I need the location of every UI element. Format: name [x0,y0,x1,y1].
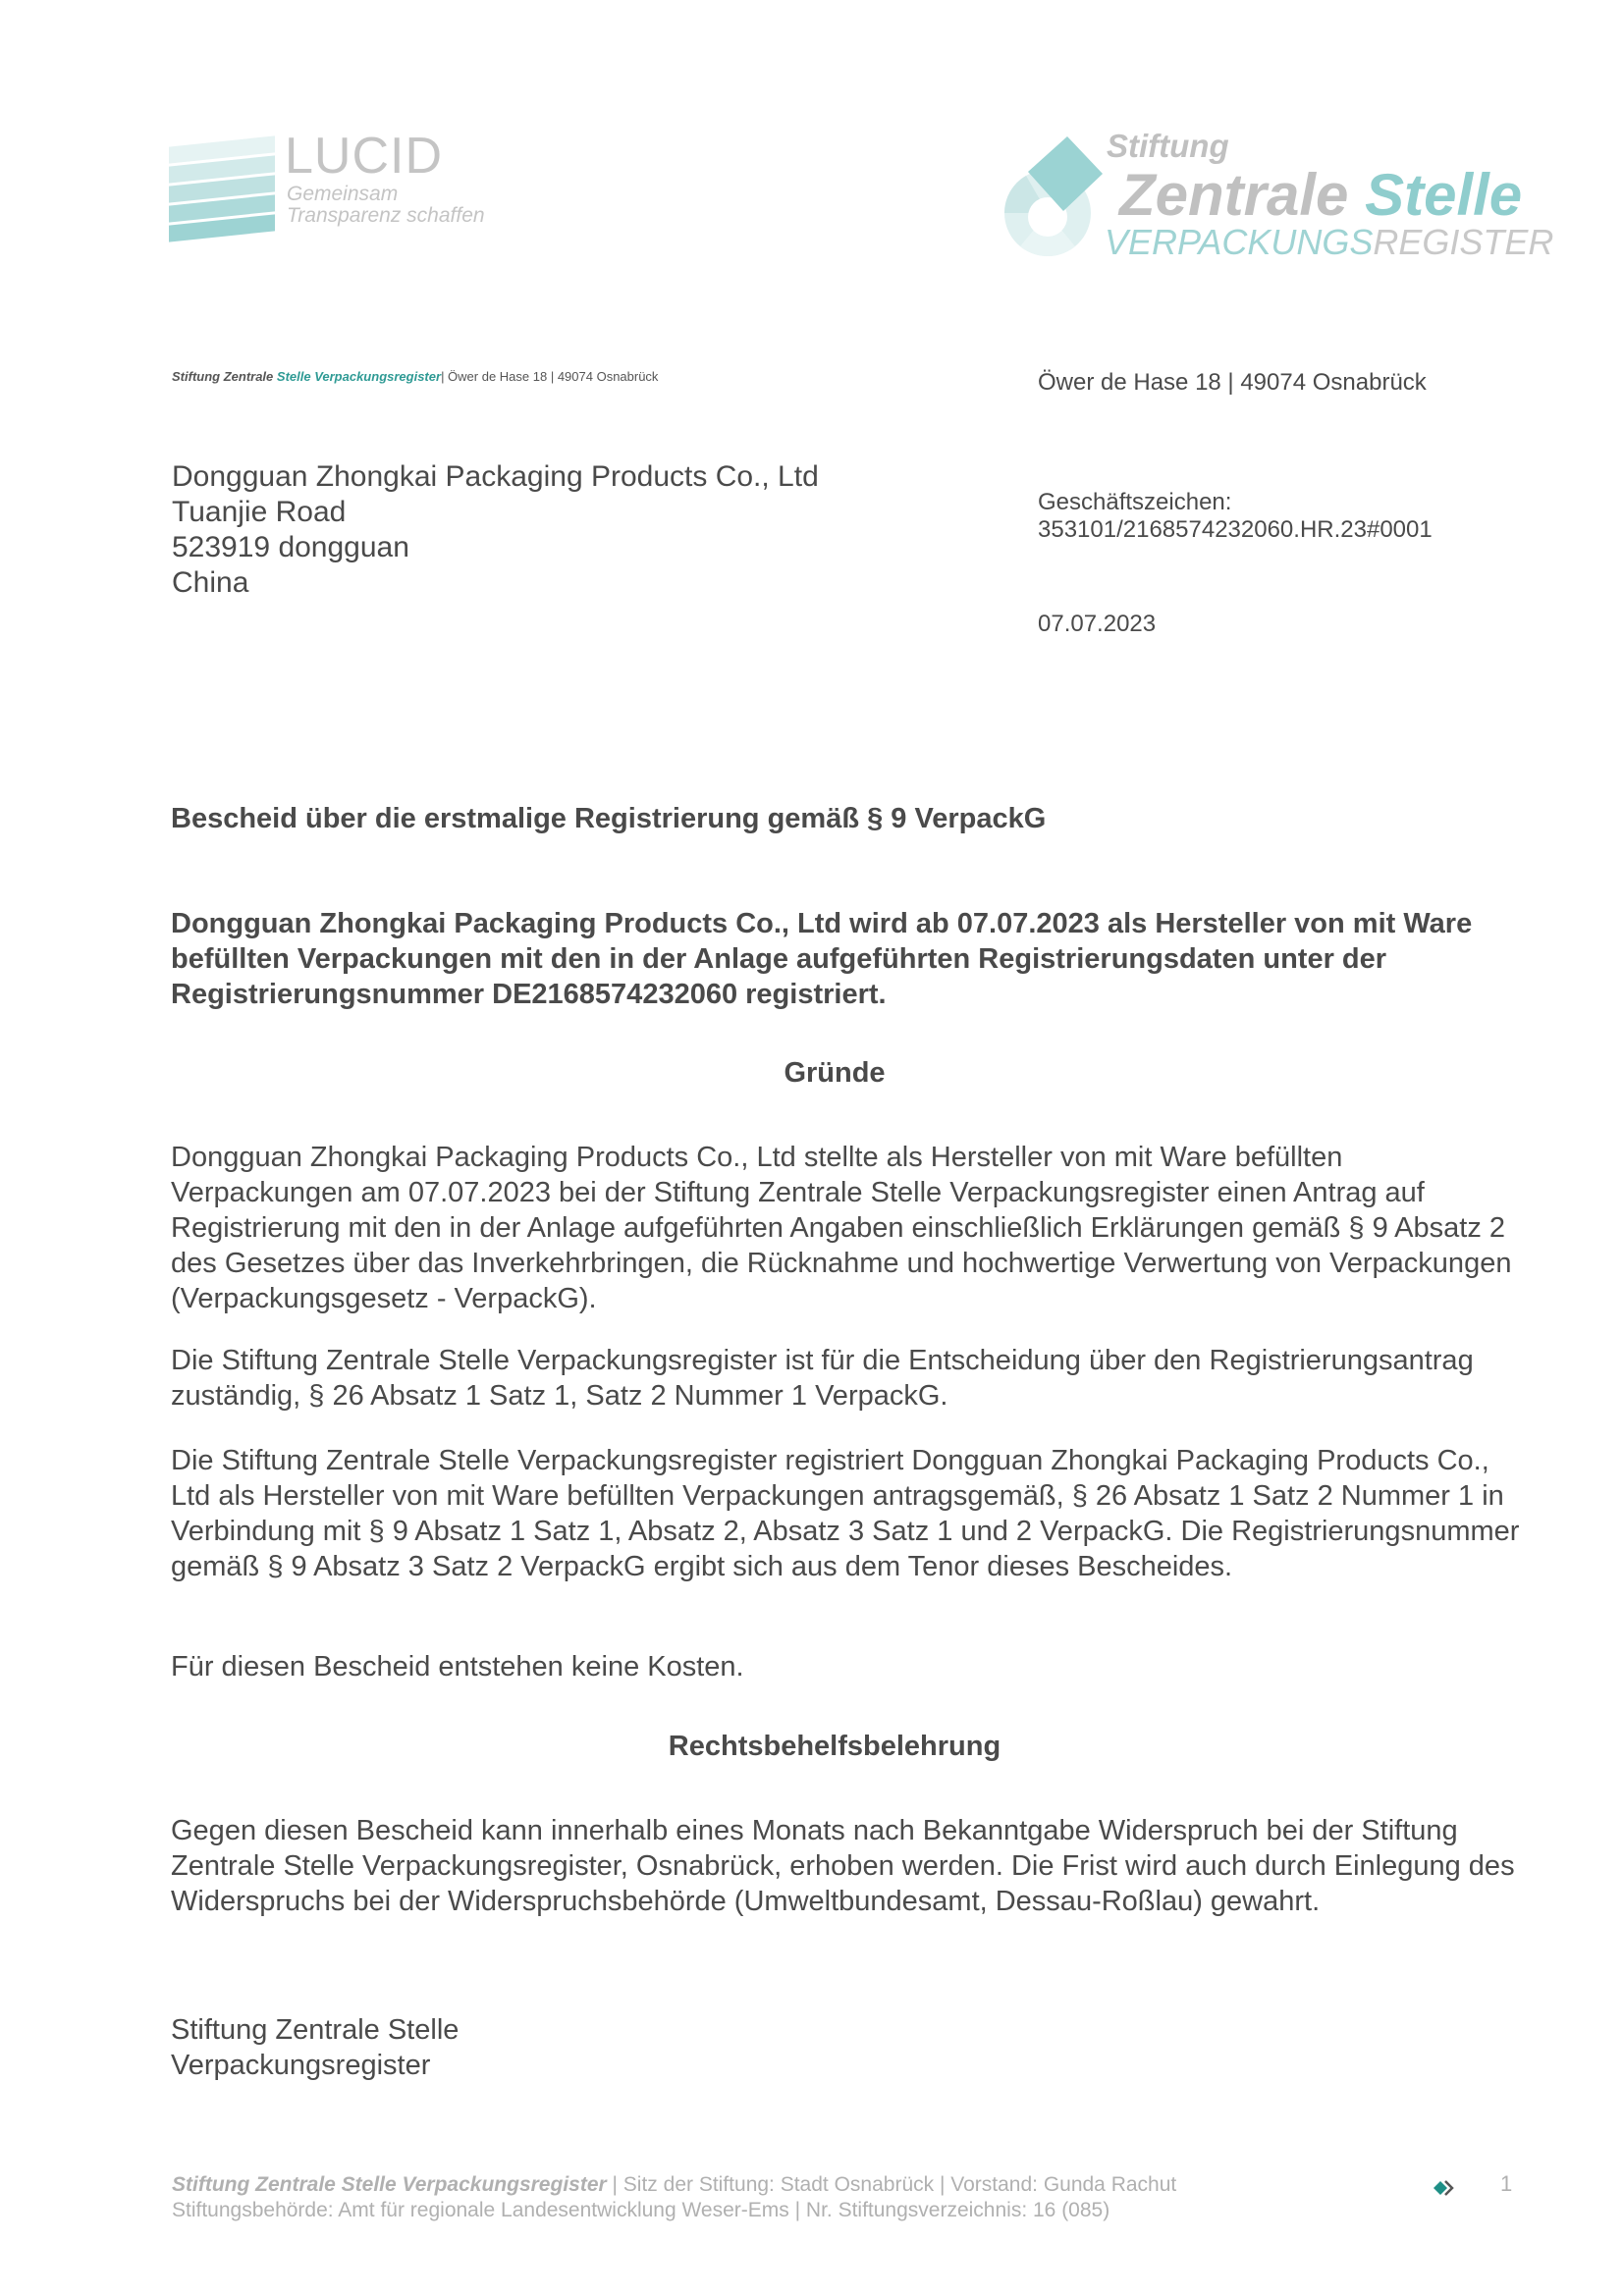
footer-seat-board: | Sitz der Stiftung: Stadt Osnabrück | Vorstand: Gunda Rachut [612,2173,1177,2196]
page-number: 1 [1500,2171,1513,2196]
signature-line-2: Verpackungsregister [171,2050,431,2081]
reasons-paragraph-3: Die Stiftung Zentrale Stelle Verpackungsregister registriert Dongguan Zhongkai Packaging Products Co., Ltd als Hersteller von mit Ware befüllten Verpackungen antragsgemäß, § 26 Absatz 1 Satz 2 Nummer 1 in Verbindung mit § 9 Absatz 1 Satz 1, Absatz 2, Absatz 3 Satz 1 und 2 VerpackG. Die Registrierungsnummer gemäß § 9 Absatz 3 Satz 2 VerpackG ergibt sich aus dem Tenor dieses Bescheides. [171,1445,1520,1582]
lucid-wordmark: LUCID [285,128,444,185]
recipient-city: 523919 dongguan [172,531,409,563]
reasons-paragraph-2: Die Stiftung Zentrale Stelle Verpackungsregister ist für die Entscheidung über den Registrierungsantrag zuständig, § 26 Absatz 1 Satz 1, Satz 2 Nummer 1 VerpackG. [171,1345,1474,1412]
zsvr-drop-icon [997,133,1109,260]
footer-org: Stiftung Zentrale Stelle Verpackungsregister [172,2173,607,2196]
lucid-tagline-2: Transparenz schaffen [287,204,485,227]
reasons-paragraph-1: Dongguan Zhongkai Packaging Products Co., Ltd stellte als Hersteller von mit Ware befüllten Verpackungen am 07.07.2023 bei der Stiftung Zentrale Stelle Verpackungsregister einen Antrag auf Registrierung mit den in der Anlage aufgeführten Angaben einschließlich Erklärungen gemäß § 9 Absatz 2 des Gesetzes über das Inverkehrbringen, die Rücknahme und hochwertige Verwertung von Verpackungen (Verpackungsgesetz - VerpackG). [171,1142,1512,1314]
legal-remedy-heading: Rechtsbehelfsbelehrung [668,1731,1001,1762]
signature-block [171,2012,459,2083]
document-tenor: Dongguan Zhongkai Packaging Products Co., Ltd wird ab 07.07.2023 als Hersteller von mit Ware befüllten Verpackungen mit den in der Anlage aufgeführten Registrierungsdaten unter der Registrierungsnummer DE2168574232060 registriert. [171,908,1473,1010]
sender-org-part2: Stelle Verpackungsregister [276,369,442,384]
zsvr-stelle-text: Stelle [1365,162,1523,228]
legal-remedy-text: Gegen diesen Bescheid kann innerhalb eines Monats nach Bekanntgabe Widerspruch bei der Stiftung Zentrale Stelle Verpackungsregister, Osnabrück, erhoben werden. Die Frist wird auch durch Einlegung des Widerspruchs bei der Widerspruchsbehörde (Umweltbundesamt, Dessau-Roßlau) gewahrt. [171,1815,1515,1917]
recipient-address [172,459,819,601]
footer-line-1 [172,2172,1176,2198]
sender-line [172,369,658,384]
zsvr-zentrale-text: Zentrale [1119,162,1349,228]
reference-number: 353101/2168574232060.HR.23#0001 [1038,516,1433,543]
zsvr-verpackungs-text: VERPACKUNGS [1105,222,1374,262]
zsvr-register-text: REGISTER [1373,222,1554,262]
reasons-heading: Gründe [784,1057,886,1089]
lucid-stack-icon [169,137,275,236]
zsvr-logo [997,128,1554,265]
zsvr-zentrale-stelle [1119,161,1522,229]
lucid-tagline-1: Gemeinsam [287,183,399,205]
reference-label: Geschäftszeichen: [1038,489,1232,515]
lucid-logo [169,128,503,240]
document-title: Bescheid über die erstmalige Registrierung gemäß § 9 VerpackG [171,803,1047,834]
letter-date: 07.07.2023 [1038,611,1157,637]
footer-line-2: Stiftungsbehörde: Amt für regionale Landesentwicklung Weser-Ems | Nr. Stiftungsverzeichnis: 16 (085) [172,2199,1110,2221]
recipient-country: China [172,566,249,599]
sender-address: | Öwer de Hase 18 | 49074 Osnabrück [441,369,659,384]
recipient-name: Dongguan Zhongkai Packaging Products Co., Ltd [172,460,819,493]
signature-line-1: Stiftung Zentrale Stelle [171,2014,460,2046]
footer [172,2172,1176,2223]
return-address: Öwer de Hase 18 | 49074 Osnabrück [1038,369,1427,396]
diamond-chevron-icon [1432,2177,1455,2199]
sender-org-part1: Stiftung Zentrale [172,369,274,384]
costs-note: Für diesen Bescheid entstehen keine Kosten. [171,1651,744,1682]
zsvr-stiftung-text: Stiftung [1107,128,1229,164]
recipient-street: Tuanjie Road [172,496,347,528]
zsvr-register-line [1105,222,1553,263]
